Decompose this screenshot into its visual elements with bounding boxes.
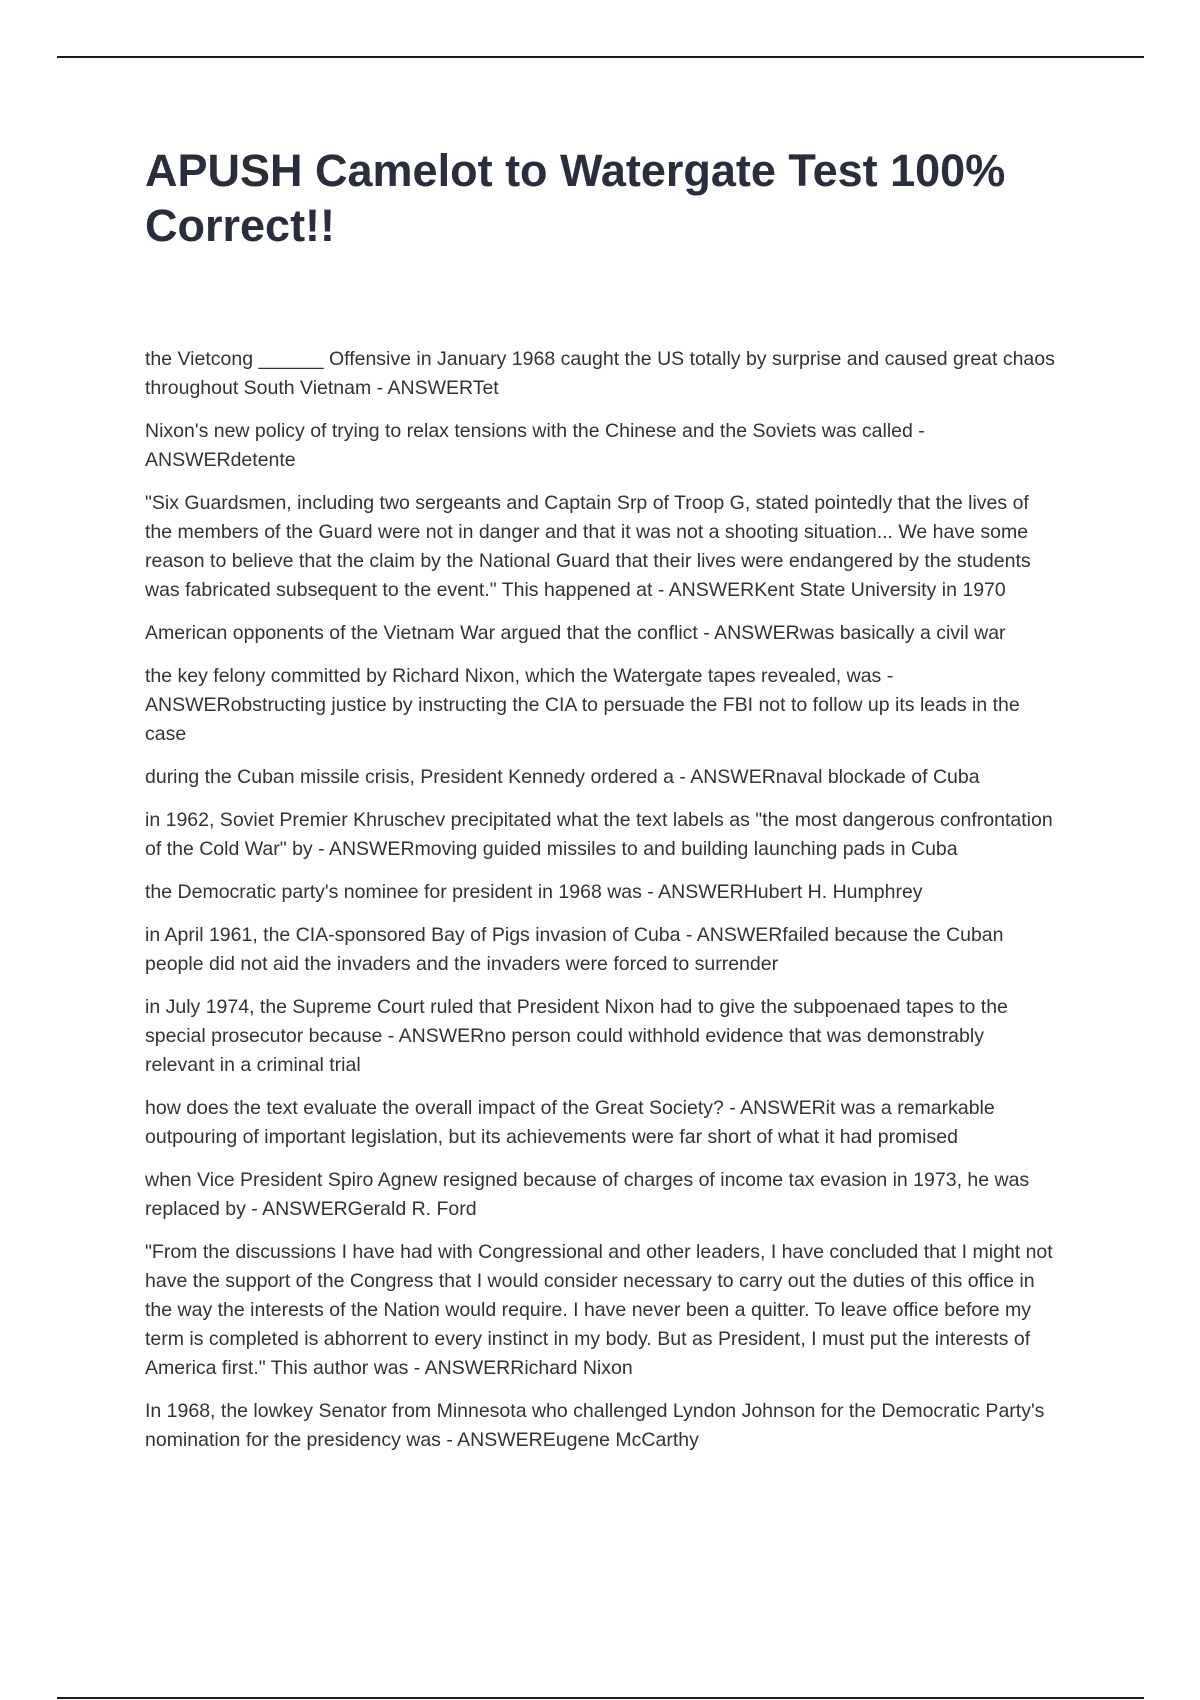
qa-item: "From the discussions I have had with Congressional and other leaders, I have concluded that I might not have the support of the Congress that I would consider necessary to carry out the duties of this office in the way the interests of the Nation would require. I have never been a quitter. To leave office before my term is completed is abhorrent to every instinct in my body. But as President, I must put the interests of America first." This author was - ANSWERRichard Nixon bbox=[145, 1241, 1053, 1379]
qa-item: in July 1974, the Supreme Court ruled that President Nixon had to give the subpoenaed tapes to the special prosecutor because - ANSWERno person could withhold evidence that was demonstrably relevant in a criminal trial bbox=[145, 996, 1008, 1076]
qa-item: how does the text evaluate the overall impact of the Great Society? - ANSWERit was a remarkable outpouring of important legislation, but its achievements were far short of what it had promised bbox=[145, 1097, 995, 1148]
qa-item: during the Cuban missile crisis, President Kennedy ordered a - ANSWERnaval blockade of Cuba bbox=[145, 766, 980, 788]
qa-item: the Democratic party's nominee for president in 1968 was - ANSWERHubert H. Humphrey bbox=[145, 881, 923, 903]
qa-item: Nixon's new policy of trying to relax tensions with the Chinese and the Soviets was called - ANSWERdetente bbox=[145, 420, 925, 471]
qa-item: when Vice President Spiro Agnew resigned because of charges of income tax evasion in 1973, he was replaced by - ANSWERGerald R. Ford bbox=[145, 1169, 1030, 1220]
qa-item: in April 1961, the CIA-sponsored Bay of Pigs invasion of Cuba - ANSWERfailed because the Cuban people did not aid the invaders and the invaders were forced to surrender bbox=[145, 924, 1004, 975]
bottom-divider bbox=[57, 1697, 1144, 1699]
qa-item: American opponents of the Vietnam War argued that the conflict - ANSWERwas basically a civil war bbox=[145, 622, 1006, 644]
qa-item: the key felony committed by Richard Nixon, which the Watergate tapes revealed, was - ANSWERobstructing justice by instructing the CIA to persuade the FBI not to follow up its leads in the case bbox=[145, 665, 1020, 745]
page-title: APUSH Camelot to Watergate Test 100% Correct!! bbox=[145, 145, 1006, 251]
qa-item: In 1968, the lowkey Senator from Minnesota who challenged Lyndon Johnson for the Democratic Party's nomination for the presidency was - ANSWEREugene McCarthy bbox=[145, 1400, 1045, 1451]
top-divider bbox=[57, 56, 1144, 58]
qa-item: in 1962, Soviet Premier Khruschev precipitated what the text labels as "the most dangerous confrontation of the Cold War" by - ANSWERmoving guided missiles to and building launching pads in Cuba bbox=[145, 809, 1053, 860]
qa-item: the Vietcong ______ Offensive in January 1968 caught the US totally by surprise and caused great chaos throughout South Vietnam - ANSWERTet bbox=[145, 348, 1055, 399]
question-answer-list bbox=[145, 345, 1055, 1469]
qa-item: "Six Guardsmen, including two sergeants and Captain Srp of Troop G, stated pointedly that the lives of the members of the Guard were not in danger and that it was not a shooting situation... We have some reason to believe that the claim by the National Guard that their lives were endangered by the students was fabricated subsequent to the event." This happened at - ANSWERKent State University in 1970 bbox=[145, 492, 1031, 601]
